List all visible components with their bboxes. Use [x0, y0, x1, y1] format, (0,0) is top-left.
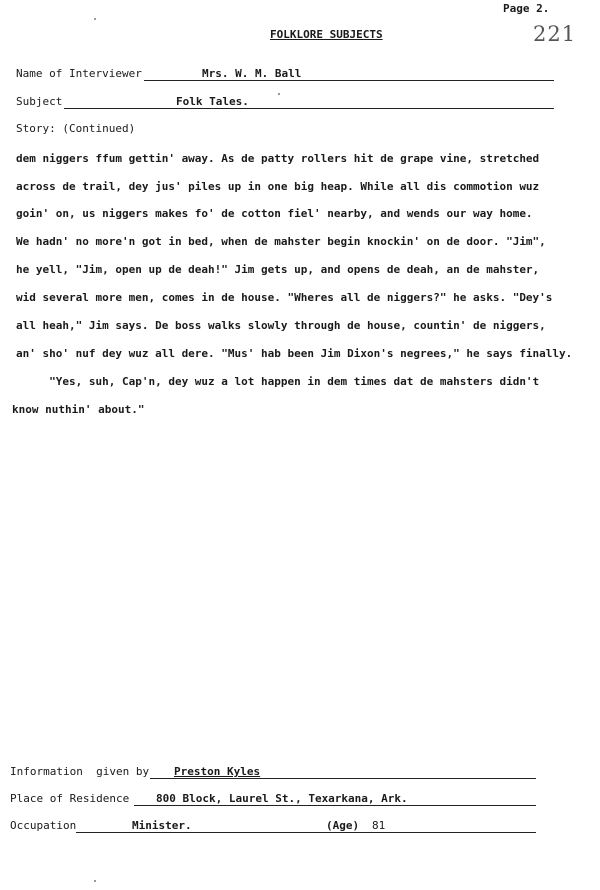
subject-label: Subject	[16, 95, 63, 108]
story-line: We hadn' no more'n got in bed, when de mahster begin knockin' on de door. "Jim",	[16, 235, 546, 248]
subject-value: Folk Tales.	[176, 95, 249, 108]
informant-row	[10, 765, 550, 779]
subject-row	[16, 95, 556, 109]
age-value: 81	[372, 819, 386, 832]
scan-speck	[94, 880, 96, 882]
interviewer-value: Mrs. W. M. Ball	[202, 67, 302, 80]
informant-rule	[150, 778, 536, 779]
page-heading: FOLKLORE SUBJECTS	[270, 28, 383, 41]
occupation-rule	[76, 832, 536, 833]
story-label: Story: (Continued)	[16, 122, 136, 135]
informant-value: Preston Kyles	[174, 765, 261, 778]
story-line: he yell, "Jim, open up de deah!" Jim gets up, and opens de deah, an de mahster,	[16, 263, 540, 276]
story-line: wid several more men, comes in de house. "Wheres all de niggers?" he asks. "Dey's	[16, 291, 553, 304]
story-line: goin' on, us niggers makes fo' de cotton fiel' nearby, and wends our way home.	[16, 207, 533, 220]
story-line: an' sho' nuf dey wuz all dere. "Mus' hab been Jim Dixon's negrees," he says finally.	[16, 347, 573, 360]
residence-row	[10, 792, 550, 806]
age-label: (Age)	[326, 819, 360, 832]
story-line: all heah," Jim says. De boss walks slowly through de house, countin' de niggers,	[16, 319, 546, 332]
residence-label: Place of Residence	[10, 792, 130, 805]
residence-rule	[134, 805, 536, 806]
archive-stamp-number: 221	[533, 22, 577, 46]
informant-label: Information given by	[10, 765, 150, 778]
scan-speck	[94, 18, 96, 20]
occupation-label: Occupation	[10, 819, 77, 832]
story-line: know nuthin' about."	[12, 403, 145, 416]
interviewer-rule	[144, 80, 554, 81]
residence-value: 800 Block, Laurel St., Texarkana, Ark.	[156, 792, 408, 805]
occupation-row	[10, 819, 550, 833]
story-line: "Yes, suh, Cap'n, dey wuz a lot happen in dem times dat de mahsters didn't	[16, 375, 540, 388]
page-number: Page 2.	[503, 2, 550, 15]
occupation-value: Minister.	[132, 819, 192, 832]
subject-rule	[64, 108, 554, 109]
interviewer-row	[16, 67, 556, 81]
interviewer-label: Name of Interviewer	[16, 67, 142, 80]
story-line: dem niggers ffum gettin' away. As de patty rollers hit de grape vine, stretched	[16, 152, 540, 165]
story-line: across de trail, dey jus' piles up in one big heap. While all dis commotion wuz	[16, 180, 540, 193]
scan-speck	[278, 93, 280, 95]
